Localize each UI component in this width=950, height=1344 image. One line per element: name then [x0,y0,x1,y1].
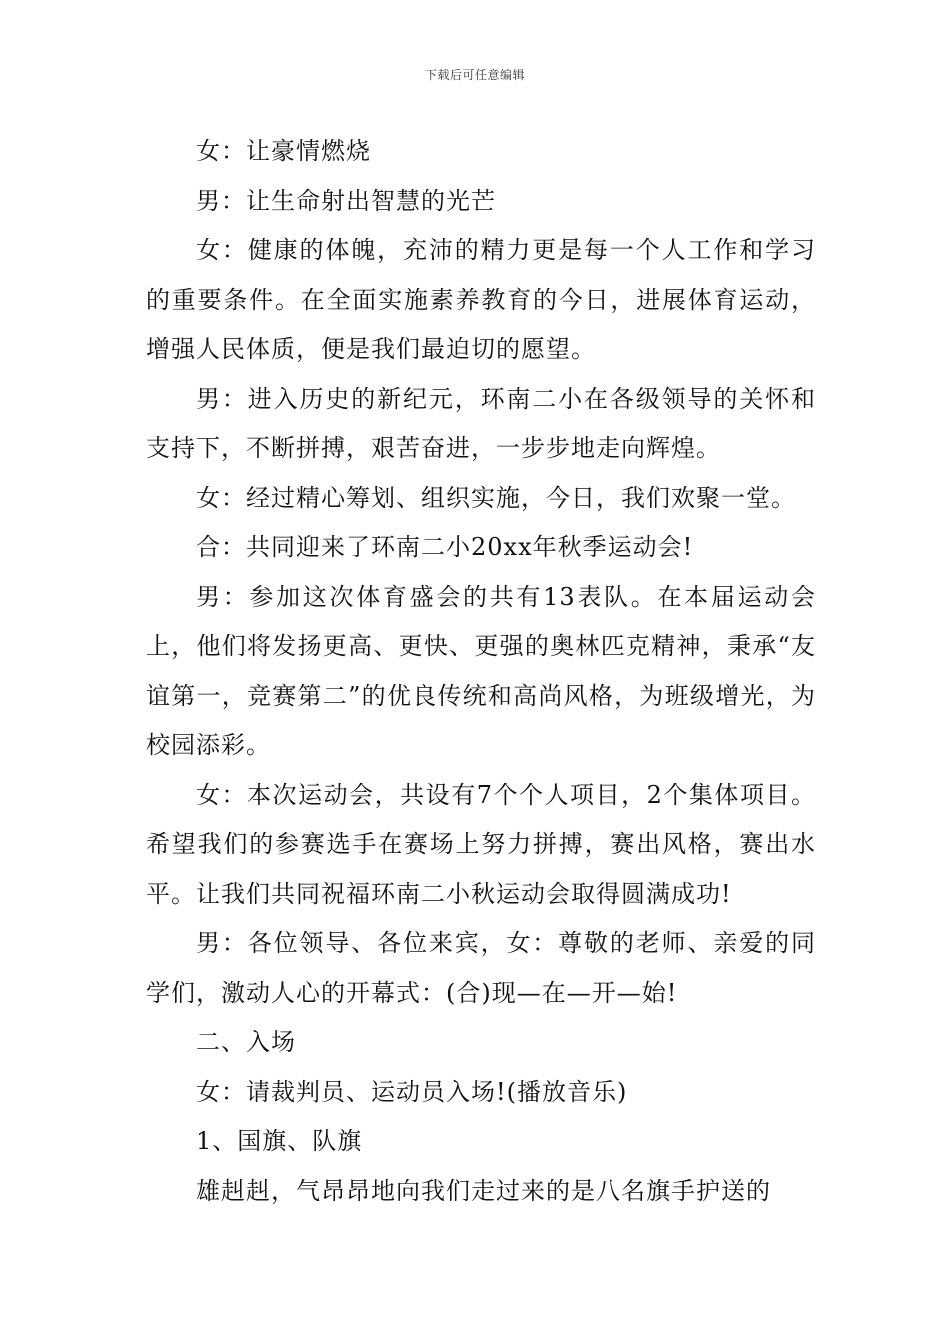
paragraph-9: 男：各位领导、各位来宾，女：尊敬的老师、亲爱的同学们，激动人心的开幕式：(合)现—在—开—始! [146,929,816,1007]
subsection-heading-flags: 1、国旗、队旗 [196,1127,363,1155]
paragraph-11: 雄赳赳，气昂昂地向我们走过来的是八名旗手护送的 [196,1176,771,1205]
paragraph-8: 女：本次运动会，共设有7个个人项目，2个集体项目。希望我们的参赛选手在赛场上努力拼搏，赛出风格，赛出水平。让我们共同祝福环南二小秋运动会取得圆满成功! [146,780,816,908]
paragraph-2: 男：让生命射出智慧的光芒 [196,186,496,215]
paragraph-4: 男：进入历史的新纪元，环南二小在各级领导的关怀和支持下，不断拼搏，艰苦奋进，一步步地走向辉煌。 [146,384,816,462]
paragraph-7: 男：参加这次体育盛会的共有13表队。在本届运动会上，他们将发扬更高、更快、更强的奥林匹克精神，秉承“友谊第一，竞赛第二”的优良传统和高尚风格，为班级增光，为校园添彩。 [146,582,816,759]
paragraph-10: 女：请裁判员、运动员入场!(播放音乐) [196,1077,628,1106]
paragraph-5: 女：经过精心筹划、组织实施，今日，我们欢聚一堂。 [196,483,796,512]
document-body [146,127,816,1216]
paragraph-6: 合：共同迎来了环南二小20xx年秋季运动会! [196,533,694,561]
page-header: 下载后可任意编辑 [424,68,525,82]
section-heading-entrance: 二、入场 [196,1028,296,1056]
paragraph-1: 女：让豪情燃烧 [196,137,371,165]
paragraph-3: 女：健康的体魄，充沛的精力更是每一个人工作和学习的重要条件。在全面实施素养教育的今日，进展体育运动，增强人民体质，便是我们最迫切的愿望。 [146,236,816,363]
